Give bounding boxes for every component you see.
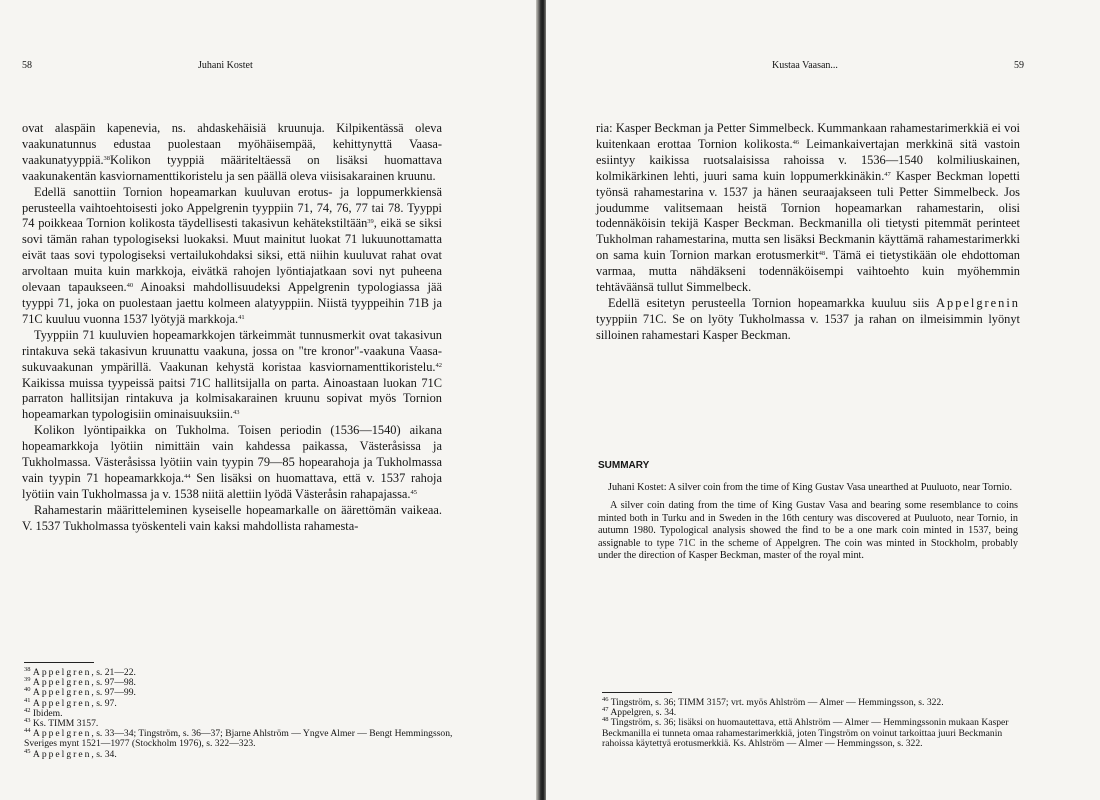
paragraph: ovat alaspäin kapenevia, ns. ahdaskehäisiä kruunuja. Kilpikentässä oleva vaakunatunnus edustaa puolestaan myöhäisempää, kehittynyttä Vaasa-vaakunatyyppiä.$^{38}$Kolikon tyyppiä määriteltäessä on lisäksi huomattava vaakunakentän kasviornamenttikoristelu ja sen päällä oleva viisisakarainen kruunu. — [22, 121, 442, 183]
footnote: $^{39}$ Appelgren, s. 97—98. — [24, 676, 136, 689]
right-body-text — [596, 121, 1020, 344]
footnote: $^{48}$ Tingström, s. 36; lisäksi on huomautettava, että Ahlström — Almer — Hemmingssonin mukaan Kasper Beckmanilla ei tunneta omaa rahamestarimerkkiä, joten Tingström on voinut tarkoittaa juuri Beckmanin rahoissa käytettyä erotusmerkkiä. Ks. Ahlström — Almer — Hemmingsson, s. 322. — [602, 716, 1009, 749]
summary-block — [598, 482, 1018, 568]
footnote-divider — [24, 662, 94, 663]
left-page — [0, 0, 538, 800]
footnote: $^{47}$ Appelgren, s. 34. — [602, 706, 677, 719]
right-running-head: Kustaa Vaasan... — [772, 60, 838, 71]
left-running-head: Juhani Kostet — [198, 60, 253, 71]
footnote: $^{42}$ Ibidem. — [24, 706, 63, 719]
footnote-divider — [602, 692, 672, 693]
summary-byline: Juhani Kostet: A silver coin from the time of King Gustav Vasa unearthed at Puuluoto, near Tornio. — [608, 482, 1013, 493]
footnote: $^{43}$ Ks. TIMM 3157. — [24, 717, 99, 730]
footnote: $^{45}$ Appelgren, s. 34. — [24, 747, 117, 760]
footnote: $^{38}$ Appelgren, s. 21—22. — [24, 666, 136, 678]
footnote: $^{44}$ Appelgren, s. 33—34; Tingström, s. 36—37; Bjarne Ahlström — Yngve Almer — Bengt Hemmingsson, Sveriges mynt 1521—1977 (Stockholm 1976), s. 322—323. — [24, 727, 453, 750]
summary-text: A silver coin dating from the time of King Gustav Vasa and bearing some resemblance to coins minted both in Turku and in Sweden in the 16th century was discovered at Puuluoto, near Tornio, in autumn 1980. Typological analysis showed the find to be a one mark coin minted in 1537, being assignable to type 71C in the scheme of Appelgren. The coin was minted in Stockholm, probably under the direction of Kasper Beckman, master of the royal mint. — [598, 500, 1018, 562]
summary-heading: SUMMARY — [598, 460, 650, 471]
right-page — [546, 0, 1100, 800]
footnote: $^{46}$ Tingström, s. 36; TIMM 3157; vrt. myös Ahlström — Almer — Hemmingsson, s. 322. — [602, 696, 944, 708]
right-footnotes — [602, 698, 1022, 749]
left-footnotes — [24, 668, 454, 760]
paragraph: Edellä sanottiin Tornion hopeamarkan kuuluvan erotus- ja loppumerkkiensä perusteella vaihtoehtoisesti joko Appelgrenin tyyppiin 71, 74, 76, 77 tai 78. Tyyppi 74 poikkeaa Tornion kolikosta täydellisesti takasivun kehätekstiltään$^{39}$, eikä se siksi sovi tämän rahan typologiseksi luokaksi. Muut mainitut luokat 71 lukuunottamatta eivät taas sovi typologiseksi vertailukohdaksi siksi, että niihin kuuluvat rahat ovat arvoltaan muita kuin markkoja, eivätkä rahojen lyöntiajatkaan sovi nyt puheena olevaan tapaukseen.$^{40}$ Ainoaksi mahdollisuudeksi Appelgrenin typologiassa jää tyyppi 71, joka on puolestaan jaettu kolmeen alatyyppiin. Niistä tyyppeihin 71B ja 71C kuuluu vuonna 1537 lyötyjä markkoja.$^{41}$ — [22, 184, 442, 326]
left-body-text — [22, 121, 442, 535]
paragraph: Kolikon lyöntipaikka on Tukholma. Toisen periodin (1536—1540) aikana hopeamarkkoja lyötiin nimittäin vain kahdessa paikassa, Västeråsissa ja Tukholmassa. Västeråsissa lyötiin vain tyypin 79—85 hopearahoja ja Tukholmassa vain tyypin 71 hopeamarkkoja.$^{44}$ Sen lisäksi on huomattava, että v. 1537 rahoja lyötiin vain Tukholmassa ja v. 1538 niitä alettiin lyödä Västeråsin rahapajassa.$^{45}$ — [22, 423, 442, 501]
paragraph: Rahamestarin määritteleminen kyseiselle hopeamarkalle on äärettömän vaikeaa. V. 1537 Tukholmassa työskenteli vain kaksi mahdollista rahamesta- — [22, 502, 442, 533]
footnote: $^{41}$ Appelgren, s. 97. — [24, 696, 117, 709]
left-page-number: 58 — [22, 60, 32, 71]
right-page-number: 59 — [1014, 60, 1024, 71]
paragraph: ria: Kasper Beckman ja Petter Simmelbeck. Kummankaan rahamestarimerkkiä ei voi kuitenkaan erottaa Tornion kolikosta.$^{46}$ Leimankaivertajan merkkinä sitä vastoin esiintyy kaikissa ruotsalaisissa rahoissa v. 1536—1540 kolmiliuskainen, kolmikärkinen lehti, juuri sama kuin loppumerkkinäkin.$^{47}$ Kasper Beckman lopetti työnsä rahamestarina v. 1537 ja hänen seuraajakseen tuli Petter Simmelbeck. Jos joudumme valitsemaan heistä Tornion hopeamarkan rahamestarin, olisi todennäköisin tekijä Kasper Beckman. Beckmanilla oli tietysti pitemmät perinteet Tukholman rahamestarina, mutta sen lisäksi Beckmanin käyttämä rahamestarimerkki on sama kuin Tornion markan erotusmerkit$^{48}$. Tämä ei tietystikään ole ehdottoman varmaa, mutta nähdäkseni todennäköisempi vaihtoehto kuin myöhemmin tehtäväänsä tullut Simmelbeck. — [596, 121, 1020, 295]
footnote: $^{40}$ Appelgren, s. 97—99. — [24, 686, 136, 699]
paragraph: Tyyppiin 71 kuuluvien hopeamarkkojen tärkeimmät tunnusmerkit ovat takasivun rintakuva sekä takasivun kruunattu vaakuna, jossa on "tre kronor"-vaakuna Vaasa-sukuvaakunan ympärillä. Vaakunan kehystä koristaa kasviornamenttikoristelu.$^{42}$ Kaikissa muissa tyypeissä paitsi 71C hallitsijalla on parta. Ainoastaan luokan 71C parraton hallitsijan rintakuva ja kolmisakarainen kruunu sopivat myös Tornion hopeamarkan typologisiin ominaisuuksiin.$^{43}$ — [22, 327, 442, 422]
paragraph: Edellä esitetyn perusteella Tornion hopeamarkka kuuluu siis Appelgrenin tyyppiin 71C. Se on lyöty Tukholmassa v. 1537 ja rahan on ilmeisimmin lyönyt silloinen rahamestari Kasper Beckman. — [596, 295, 1020, 342]
